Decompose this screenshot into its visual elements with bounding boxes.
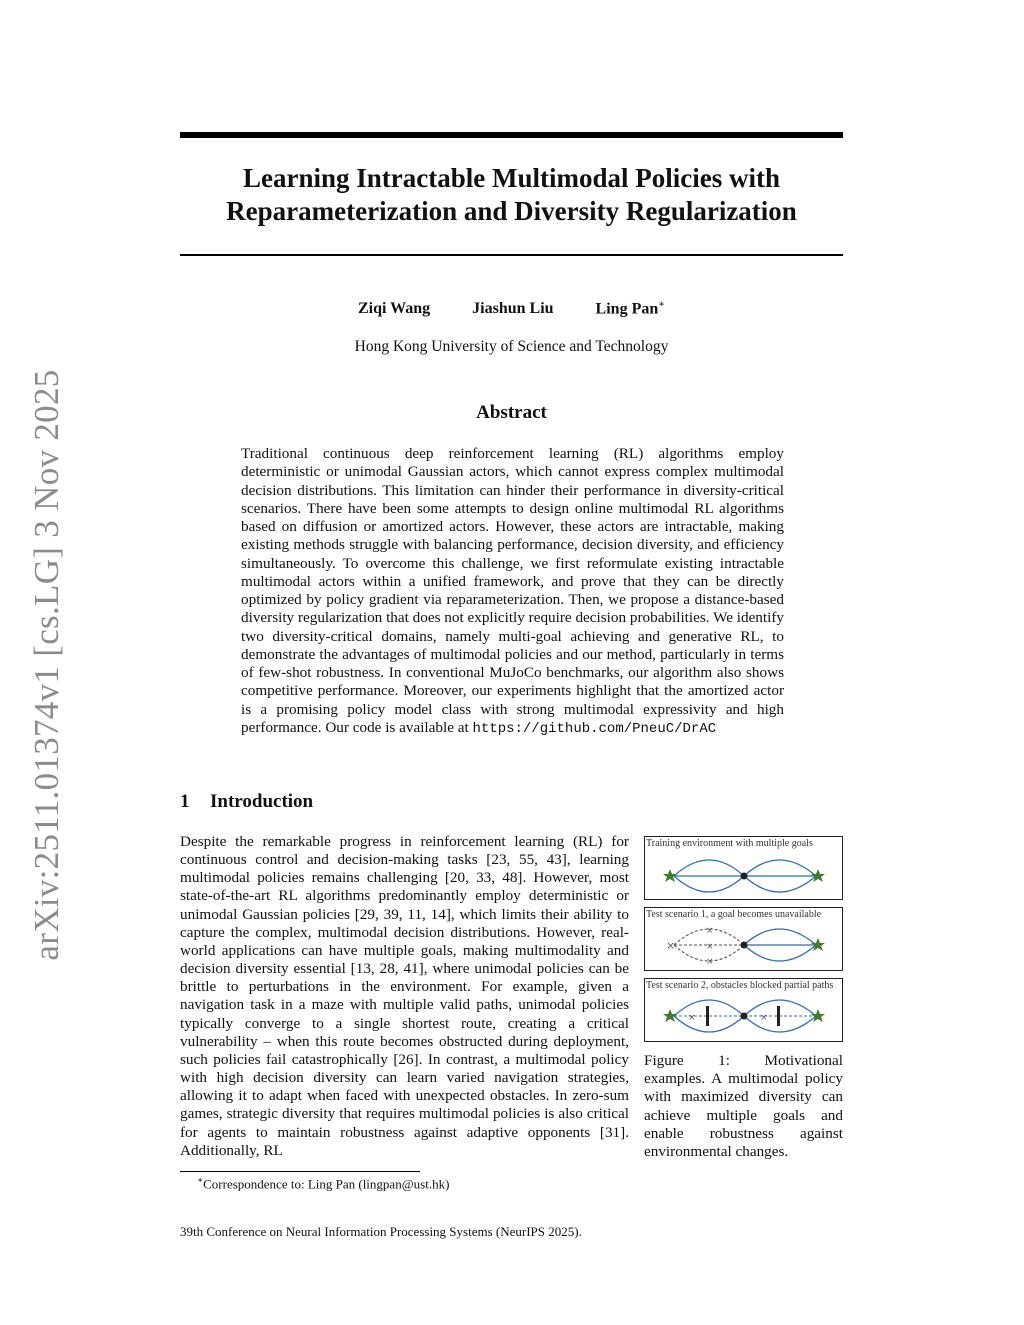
figure-caption: Figure 1: Motivational examples. A multimodal policy with maximized diversity can achieve multiple goals and enable robustness against environmental changes. [644, 1052, 843, 1161]
section-heading [180, 791, 313, 813]
footnote-text: Correspondence to: Ling Pan (lingpan@ust.hk) [203, 1176, 450, 1192]
panel-caption: Training environment with multiple goals [646, 838, 813, 849]
section-number: 1 [180, 791, 190, 812]
author-2 [472, 300, 553, 318]
introduction-text: Despite the remarkable progress in reinforcement learning (RL) for continuous control and decision-making tasks [23, 55, 43], learning multimodal policies remains challenging [20, 33, 48]. However, most state-of-the-art RL algorithms predominantly employ deterministic or unimodal Gaussian policies [29, 39, 11, 14], which limits their ability to capture the complex, multimodal decision distributions. However, real-world applications can have multiple goals, making multimodality and decision diversity essential [13, 28, 41], where unimodal policies can be brittle to perturbations in the environment. For example, given a navigation task in a maze with multiple valid paths, unimodal policies typically converge to a single shortest route, creating a critical vulnerability – when this route becomes obstructed during deployment, such policies fail catastrophically [26]. In contrast, a multimodal policy with high decision diversity can learn varied navigation strategies, allowing it to adapt when faced with unexpected obstacles. In zero-sum games, strategic diversity that requires multimodal policies is also critical for agents to maintain robustness against adaptive opponents [31]. Additionally, RL [180, 833, 629, 1159]
svg-text:×: × [666, 939, 676, 952]
svg-text:×: × [688, 1013, 696, 1023]
footnote-mark: ∗ [197, 1175, 204, 1185]
author-list [180, 299, 843, 318]
abstract-text: Traditional continuous deep reinforcement learning (RL) algorithms employ deterministic or unimodal Gaussian actors, which cannot express complex multimodal decision distributions. This limitation can hinder their performance in diversity-critical scenarios. There have been some attempts to design online multimodal RL algorithms based on diffusion or amortized actors. However, these actors are intractable, making existing methods struggle with balancing performance, decision diversity, and efficiency simultaneously. To overcome this challenge, we first reformulate existing intractable multimodal actors within a unified framework, and prove that they can be directly optimized by policy gradient via reparameterization. Then, we propose a distance-based diversity regularization that does not explicitly require decision probabilities. We identify two diversity-critical domains, namely multi-goal achieving and generative RL, to demonstrate the advantages of multimodal policies and our method, particularly in terms of few-shot robustness. In conventional MuJoCo benchmarks, our algorithm also shows competitive performance. Moreover, our experiments highlight that the amortized actor is a promising policy model class with strong multimodal expressivity and high performance. Our code is available at [241, 445, 784, 736]
title-rule-top [180, 132, 843, 138]
venue-line: 39th Conference on Neural Information Processing Systems (NeurIPS 2025). [180, 1224, 582, 1239]
figure-panel-training [644, 836, 843, 900]
svg-text:×: × [706, 926, 714, 936]
author-name: Jiashun Liu [472, 300, 554, 318]
svg-text:×: × [760, 1013, 768, 1023]
panel-caption: Test scenario 1, a goal becomes unavailable [646, 909, 822, 920]
paper-title: Learning Intractable Multimodal Policies with Reparameterization and Diversity Regularization [226, 163, 797, 226]
svg-text:×: × [706, 957, 714, 967]
footnote [197, 1175, 449, 1192]
author-name: Ziqi Wang [357, 300, 431, 318]
arxiv-identifier [22, 369, 72, 961]
figure-panel-goal-removed [644, 907, 843, 971]
figure-panel-obstacles [644, 978, 843, 1042]
svg-text:×: × [706, 942, 714, 952]
section-title: Introduction [210, 791, 314, 812]
abstract-heading: Abstract [476, 402, 547, 423]
figure-1 [644, 836, 843, 1043]
panel-caption: Test scenario 2, obstacles blocked partial paths [646, 980, 834, 991]
footnote-rule [180, 1171, 420, 1172]
abstract-body [241, 445, 784, 738]
title-rule-bottom [180, 254, 843, 256]
author-3 [596, 299, 665, 318]
affiliation: Hong Kong University of Science and Technology [354, 338, 669, 355]
author-name: Ling Pan [595, 300, 659, 318]
author-1 [358, 300, 430, 318]
code-link[interactable]: https://github.com/PneuC/DrAC [472, 720, 717, 737]
footnote-mark: ∗ [658, 299, 666, 310]
arxiv-identifier-text: arXiv:2511.01374v1 [cs.LG] 3 Nov 2025 [27, 369, 66, 961]
